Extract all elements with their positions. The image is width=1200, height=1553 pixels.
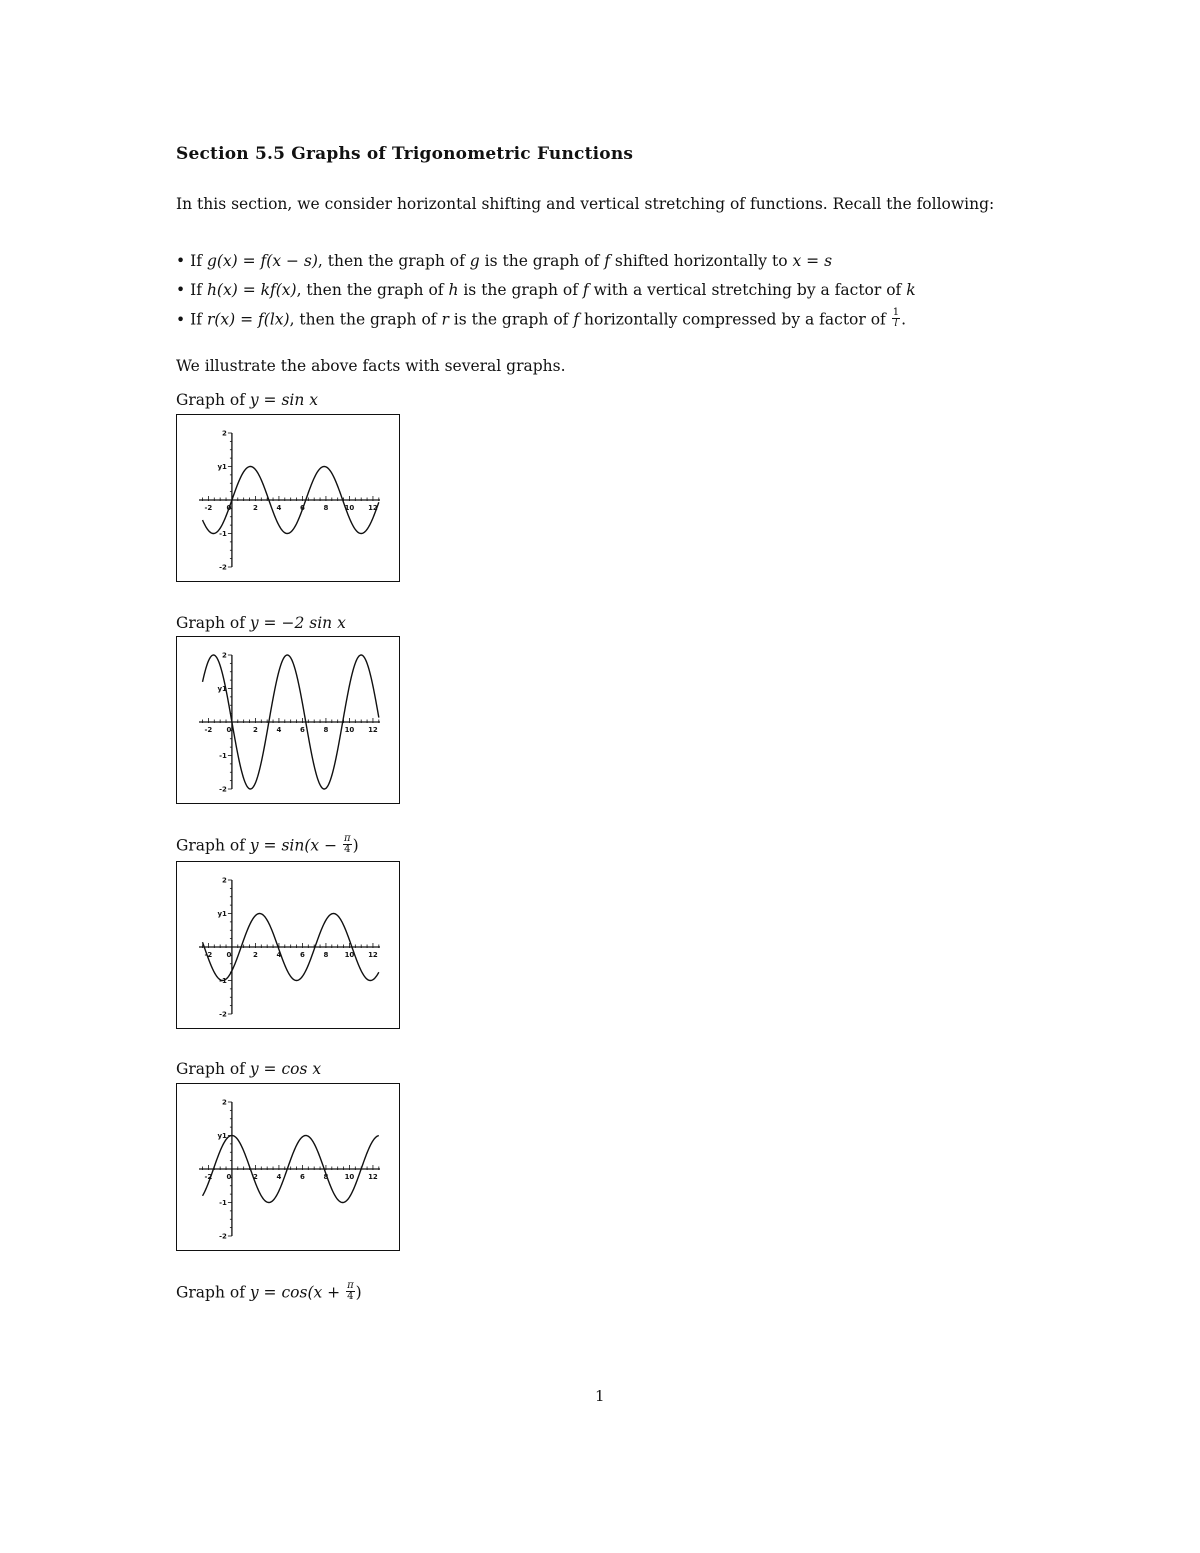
graph-sin-frame — [176, 414, 400, 582]
x-tick-label: 6 — [299, 951, 305, 959]
x-tick-label: -2 — [204, 726, 213, 734]
caption-formula: y = sin x — [249, 391, 319, 409]
caption-formula: y = cos x — [249, 1060, 322, 1078]
section-title: Section 5.5 Graphs of Trigonometric Functions — [176, 144, 634, 164]
bullet-text: is the graph of — [448, 310, 574, 329]
x-tick-label: 2 — [252, 726, 258, 734]
bullet-tail: x = s — [792, 252, 833, 270]
x-tick-label: 10 — [344, 504, 355, 512]
bullet-equation: h(x) = kf(x) — [206, 281, 297, 299]
x-tick-label: 8 — [323, 1173, 329, 1181]
caption-prefix: Graph of — [176, 1283, 250, 1302]
caption-prefix: Graph of — [176, 836, 250, 855]
graph-sin-shift-chart — [177, 862, 401, 1030]
x-tick-label: 0 — [226, 726, 232, 734]
y-tick-label: -2 — [219, 563, 227, 572]
caption-close: ) — [352, 836, 359, 855]
y-tick-label: y1 — [217, 910, 227, 918]
fraction-denominator: 4 — [344, 844, 351, 855]
x-tick-label: 8 — [323, 951, 329, 959]
bullet-equation: r(x) = f(lx) — [206, 310, 290, 329]
graph-caption-cos — [176, 1060, 321, 1078]
y-tick-label: 2 — [222, 876, 227, 885]
bullet-horizontal-shift — [176, 252, 832, 270]
y-tick-label: 2 — [222, 429, 227, 438]
x-tick-label: 0 — [226, 1173, 232, 1181]
x-tick-label: 12 — [368, 726, 378, 734]
graph-neg2sin-frame — [176, 636, 400, 804]
x-tick-label: 10 — [344, 1173, 355, 1181]
graph-neg2sin-chart — [177, 637, 401, 805]
graph-cos-frame — [176, 1083, 400, 1251]
graph-caption-cos-shift — [176, 1280, 362, 1304]
graph-cos-chart — [177, 1084, 401, 1252]
x-tick-label: 12 — [368, 1173, 378, 1181]
x-tick-label: 8 — [323, 504, 329, 512]
fraction-denominator: l — [894, 318, 898, 329]
graph-caption-neg2sin — [176, 614, 346, 632]
bullet-text: , then the graph of — [317, 252, 470, 270]
x-tick-label: 4 — [276, 726, 282, 734]
caption-close: ) — [355, 1283, 362, 1302]
y-tick-label: -2 — [219, 1010, 227, 1019]
y-tick-label: -1 — [219, 1199, 227, 1207]
y-tick-label: -1 — [219, 977, 227, 985]
bullet-horizontal-compress — [176, 307, 907, 331]
x-tick-label: 6 — [299, 726, 305, 734]
bullet-var: h — [448, 281, 459, 299]
bullet-var: g — [469, 252, 480, 270]
fraction — [892, 308, 900, 329]
caption-prefix: Graph of — [176, 391, 250, 409]
bullet-var: f — [573, 310, 580, 329]
bullet-var: r — [441, 310, 449, 329]
x-tick-label: 4 — [276, 951, 282, 959]
y-tick-label: -1 — [219, 752, 227, 760]
graph-sin-chart — [177, 415, 401, 583]
x-tick-label: 10 — [344, 951, 355, 959]
x-tick-label: 10 — [344, 726, 355, 734]
x-tick-label: 8 — [323, 726, 329, 734]
bullet-dot: • — [176, 281, 186, 299]
x-tick-label: -2 — [204, 951, 213, 959]
x-tick-label: -2 — [204, 504, 213, 512]
bullet-text: If — [190, 310, 207, 329]
illustrate-text: We illustrate the above facts with several graphs. — [176, 357, 566, 375]
bullet-var: f — [582, 281, 589, 299]
fraction — [343, 834, 352, 855]
x-tick-label: 6 — [299, 1173, 305, 1181]
bullet-tail: k — [906, 281, 916, 299]
fraction — [346, 1281, 355, 1302]
x-tick-label: 12 — [368, 951, 378, 959]
y-tick-label: y1 — [217, 463, 227, 471]
caption-formula: y = sin(x − — [249, 836, 342, 855]
x-tick-label: 12 — [368, 504, 378, 512]
graph-caption-sin — [176, 391, 318, 409]
bullet-text: , then the graph of — [296, 281, 449, 299]
x-tick-label: 0 — [226, 504, 232, 512]
caption-prefix: Graph of — [176, 614, 250, 632]
y-tick-label: 2 — [222, 1098, 227, 1107]
bullet-dot: • — [176, 252, 186, 270]
bullet-text: If — [190, 252, 207, 270]
x-tick-label: 2 — [252, 1173, 258, 1181]
bullet-tail: . — [901, 310, 907, 329]
x-tick-label: 6 — [299, 504, 305, 512]
graph-sin-shift-frame — [176, 861, 400, 1029]
caption-formula: y = −2 sin x — [249, 614, 346, 632]
bullet-text: If — [190, 281, 207, 299]
bullet-equation: g(x) = f(x − s) — [206, 252, 318, 270]
fraction-numerator: 1 — [892, 307, 900, 318]
caption-formula: y = cos(x + — [249, 1283, 346, 1302]
intro-paragraph: In this section, we consider horizontal shifting and vertical stretching of functions. Recall the following: — [176, 195, 995, 213]
fraction-denominator: 4 — [347, 1291, 354, 1302]
y-tick-label: -2 — [219, 785, 227, 794]
x-tick-label: 4 — [276, 1173, 282, 1181]
bullet-var: f — [604, 252, 610, 270]
x-tick-label: 2 — [252, 504, 258, 512]
y-tick-label: -1 — [219, 530, 227, 538]
y-tick-label: y1 — [217, 1132, 227, 1140]
bullet-text: shifted horizontally to — [609, 252, 793, 270]
x-tick-label: 4 — [276, 504, 282, 512]
bullet-text: , then the graph of — [289, 310, 442, 329]
y-tick-label: 2 — [222, 651, 227, 660]
x-tick-label: 2 — [252, 951, 258, 959]
bullet-text: is the graph of — [458, 281, 583, 299]
caption-prefix: Graph of — [176, 1060, 250, 1078]
bullet-dot: • — [176, 310, 186, 329]
bullet-text: horizontally compressed by a factor of — [579, 310, 891, 329]
x-tick-label: -2 — [204, 1173, 213, 1181]
x-tick-label: 0 — [226, 951, 232, 959]
fraction-numerator: π — [347, 1280, 354, 1291]
fraction-numerator: π — [344, 833, 351, 844]
bullet-vertical-stretch — [176, 281, 916, 299]
y-tick-label: y1 — [217, 685, 227, 693]
bullet-text: is the graph of — [479, 252, 605, 270]
bullet-text: with a vertical stretching by a factor of — [588, 281, 907, 299]
y-tick-label: -2 — [219, 1232, 227, 1241]
page-number: 1 — [595, 1387, 605, 1405]
graph-caption-sin-shift — [176, 833, 359, 857]
